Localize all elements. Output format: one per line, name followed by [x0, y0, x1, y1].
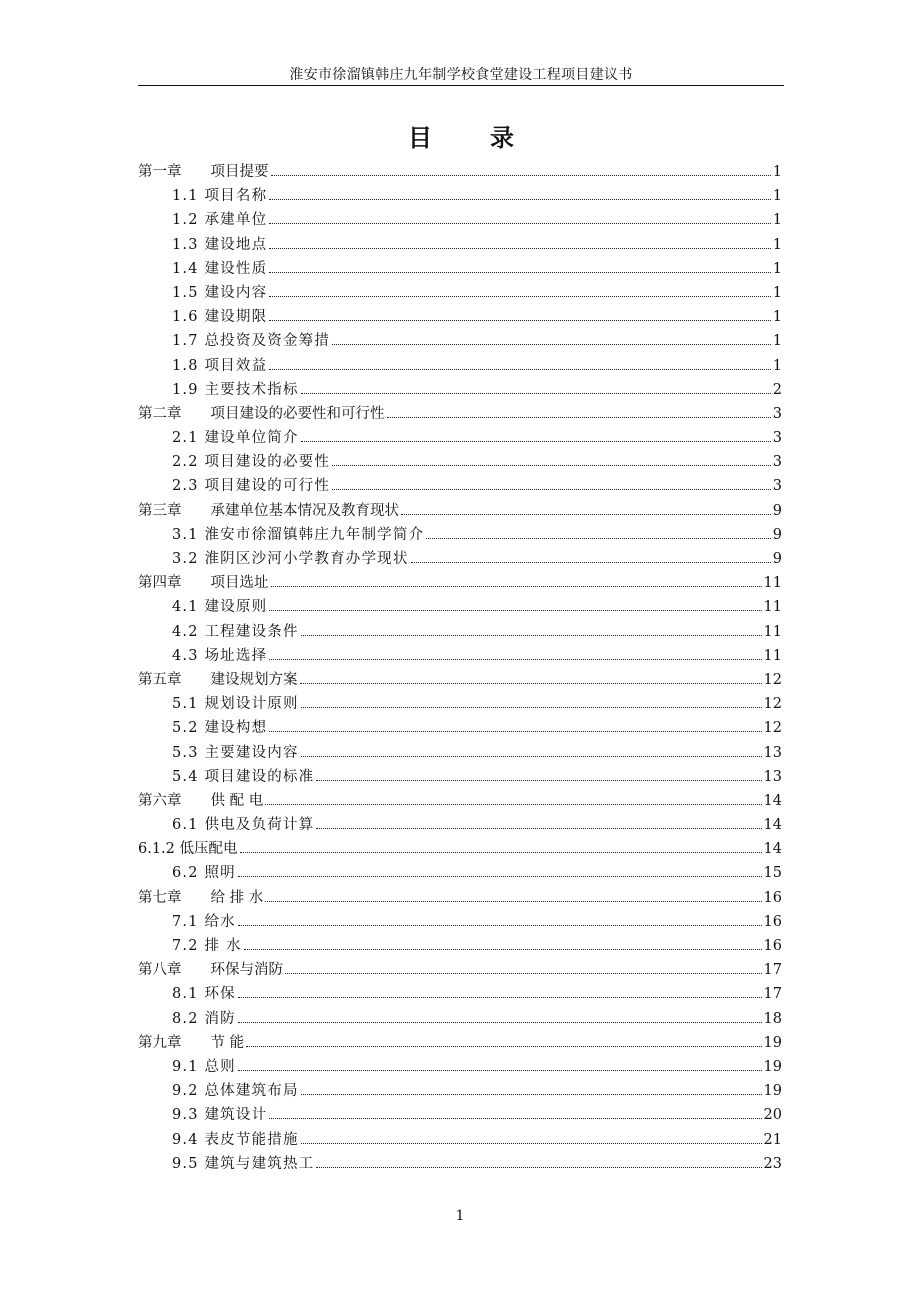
- toc-entry-title: 1.7 总投资及资金筹措: [172, 333, 331, 350]
- toc-entry-page: 16: [763, 938, 782, 954]
- toc-entry[interactable]: [138, 668, 782, 692]
- toc-entry-title: 8.2 消防: [172, 1010, 236, 1027]
- toc-dot-leader: [301, 707, 762, 708]
- toc-entry-title: 5.3 主要建设内容: [172, 744, 299, 761]
- toc-entry-title: 3.1 淮安市徐溜镇韩庄九年制学简介: [172, 526, 425, 543]
- toc-dot-leader: [269, 223, 770, 224]
- toc-entry-title: 7.1 给水: [172, 913, 236, 930]
- toc-entry[interactable]: [138, 934, 782, 958]
- running-header: 淮安市徐溜镇韩庄九年制学校食堂建设工程项目建议书: [289, 67, 633, 83]
- toc-dot-leader: [269, 296, 770, 297]
- toc-entry[interactable]: [138, 160, 782, 184]
- toc-entry[interactable]: [138, 208, 782, 232]
- toc-entry-page: 11: [763, 599, 782, 616]
- toc-entry-title: 1.8 项目效益: [172, 357, 268, 374]
- toc-entry[interactable]: [138, 184, 782, 208]
- toc-entry-title: 7.2 排 水: [172, 938, 242, 954]
- toc-entry-page: 19: [763, 1083, 782, 1100]
- toc-dot-leader: [265, 901, 761, 902]
- toc-entry[interactable]: [138, 571, 782, 595]
- toc-entry-page: 21: [763, 1131, 782, 1148]
- toc-entry-page: 20: [763, 1107, 782, 1124]
- toc-dot-leader: [285, 973, 762, 974]
- toc-dot-leader: [269, 610, 761, 611]
- toc-entry-title: 4.3 场址选择: [172, 647, 268, 664]
- toc-entry-page: 1: [772, 284, 782, 301]
- toc-dot-leader: [269, 248, 770, 249]
- toc-entry[interactable]: [138, 595, 782, 619]
- toc-entry-page: 18: [763, 1010, 782, 1027]
- toc-entry-page: 11: [763, 623, 782, 640]
- toc-entry-title: 第六章 供 配 电: [138, 792, 264, 809]
- toc-entry-title: 1.2 承建单位: [172, 212, 268, 229]
- toc-entry-title: 1.4 建设性质: [172, 260, 268, 277]
- toc-entry[interactable]: [138, 741, 782, 765]
- toc-dot-leader: [411, 562, 771, 563]
- toc-entry-title: 1.1 项目名称: [172, 188, 268, 205]
- toc-dot-leader: [301, 635, 762, 636]
- toc-entry[interactable]: [138, 861, 782, 885]
- toc-dot-leader: [301, 1094, 762, 1095]
- toc-entry[interactable]: [138, 305, 782, 329]
- toc-entry[interactable]: [138, 813, 782, 837]
- toc-entry-title: 8.1 环保: [172, 986, 236, 1003]
- toc-entry-page: 2: [772, 381, 782, 398]
- toc-entry[interactable]: [138, 1103, 782, 1127]
- toc-entry-page: 9: [772, 551, 782, 567]
- toc-entry-page: 1: [772, 212, 782, 229]
- toc-entry[interactable]: [138, 692, 782, 716]
- toc-dot-leader: [246, 1046, 761, 1047]
- toc-entry[interactable]: [138, 354, 782, 378]
- toc-heading: 目录: [408, 123, 572, 152]
- toc-dot-leader: [300, 683, 762, 684]
- toc-dot-leader: [244, 949, 762, 950]
- toc-dot-leader: [301, 441, 771, 442]
- toc-entry-title: 1.6 建设期限: [172, 309, 268, 326]
- toc-entry-page: 14: [763, 841, 782, 858]
- toc-entry-title: 9.2 总体建筑布局: [172, 1083, 299, 1100]
- toc-entry[interactable]: [138, 958, 782, 982]
- toc-entry[interactable]: [138, 1152, 782, 1176]
- toc-entry-title: 第三章 承建单位基本情况及教育现状: [138, 502, 399, 519]
- toc-dot-leader: [269, 659, 761, 660]
- toc-entry-title: 2.3 项目建设的可行性: [172, 478, 331, 495]
- toc-dot-leader: [265, 804, 761, 805]
- toc-entry-page: 15: [763, 865, 782, 882]
- toc-entry[interactable]: [138, 789, 782, 813]
- toc-dot-leader: [269, 272, 770, 273]
- toc-entry[interactable]: [138, 837, 782, 861]
- toc-dot-leader: [332, 465, 771, 466]
- toc-entry-title: 2.2 项目建设的必要性: [172, 454, 331, 471]
- toc-entry[interactable]: [138, 620, 782, 644]
- toc-dot-leader: [316, 828, 761, 829]
- toc-entry-title: 5.1 规划设计原则: [172, 696, 299, 713]
- toc-dot-leader: [401, 514, 771, 515]
- toc-entry[interactable]: [138, 523, 782, 547]
- toc-entry-title: 1.9 主要技术指标: [172, 381, 299, 398]
- table-of-contents: [138, 160, 782, 1176]
- toc-entry[interactable]: [138, 329, 782, 353]
- toc-entry-page: 1: [772, 236, 782, 253]
- toc-entry-title: 3.2 淮阴区沙河小学教育办学现状: [172, 551, 409, 567]
- toc-entry-page: 3: [772, 405, 782, 422]
- toc-entry-page: 11: [763, 647, 782, 664]
- toc-dot-leader: [426, 538, 770, 539]
- toc-entry-title: 6.2 照明: [172, 865, 236, 882]
- toc-entry[interactable]: [138, 499, 782, 523]
- toc-entry-title: 9.3 建筑设计: [172, 1107, 268, 1124]
- toc-entry[interactable]: [138, 716, 782, 740]
- page-number: 1: [455, 1208, 465, 1224]
- toc-dot-leader: [238, 1070, 762, 1071]
- toc-entry-title: 5.2 建设构想: [172, 720, 268, 737]
- toc-entry-title: 第九章 节 能: [138, 1034, 245, 1051]
- toc-entry-page: 1: [772, 309, 782, 326]
- toc-entry-page: 3: [772, 430, 782, 447]
- toc-entry-title: 1.3 建设地点: [172, 236, 268, 253]
- toc-entry-title: 9.4 表皮节能措施: [172, 1131, 299, 1148]
- toc-entry[interactable]: [138, 378, 782, 402]
- toc-entry-title: 第一章 项目提要: [138, 164, 269, 180]
- toc-entry-page: 16: [763, 889, 782, 906]
- toc-dot-leader: [387, 417, 771, 418]
- toc-entry-page: 1: [772, 188, 782, 205]
- toc-dot-leader: [271, 175, 771, 176]
- toc-entry[interactable]: [138, 1031, 782, 1055]
- toc-entry-title: 第四章 项目选址: [138, 575, 269, 592]
- toc-dot-leader: [269, 369, 770, 370]
- toc-dot-leader: [301, 1143, 762, 1144]
- toc-entry-title: 4.1 建设原则: [172, 599, 268, 616]
- toc-entry[interactable]: [138, 1055, 782, 1079]
- header-divider: [138, 85, 784, 86]
- toc-entry-page: 23: [763, 1155, 782, 1172]
- toc-entry[interactable]: [138, 1079, 782, 1103]
- toc-entry[interactable]: [138, 474, 782, 498]
- toc-entry-title: 9.1 总则: [172, 1058, 236, 1075]
- toc-dot-leader: [332, 344, 771, 345]
- toc-entry-page: 17: [763, 962, 782, 979]
- toc-dot-leader: [238, 876, 762, 877]
- toc-entry[interactable]: [138, 257, 782, 281]
- toc-entry-title: 5.4 项目建设的标准: [172, 768, 315, 785]
- toc-entry-title: 9.5 建筑与建筑热工: [172, 1155, 315, 1172]
- toc-entry[interactable]: [138, 1128, 782, 1152]
- toc-entry[interactable]: [138, 644, 782, 668]
- toc-entry-page: 1: [772, 164, 782, 180]
- toc-entry[interactable]: [138, 402, 782, 426]
- toc-dot-leader: [269, 1118, 761, 1119]
- toc-entry-page: 13: [763, 744, 782, 761]
- toc-dot-leader: [238, 997, 762, 998]
- toc-dot-leader: [316, 1167, 761, 1168]
- toc-dot-leader: [271, 586, 762, 587]
- toc-entry-title: 第七章 给 排 水: [138, 889, 264, 906]
- toc-entry-page: 19: [763, 1034, 782, 1051]
- toc-dot-leader: [332, 489, 771, 490]
- toc-dot-leader: [238, 1022, 762, 1023]
- toc-entry-page: 16: [763, 913, 782, 930]
- toc-entry-title: 第二章 项目建设的必要性和可行性: [138, 405, 385, 422]
- toc-entry-page: 3: [772, 454, 782, 471]
- toc-entry-title: 第八章 环保与消防: [138, 962, 283, 979]
- toc-entry[interactable]: [138, 1007, 782, 1031]
- toc-entry-page: 14: [763, 817, 782, 834]
- toc-entry-page: 12: [763, 671, 782, 688]
- toc-entry-page: 13: [763, 768, 782, 785]
- toc-entry-title: 第五章 建设规划方案: [138, 671, 298, 688]
- toc-entry-page: 1: [772, 333, 782, 350]
- toc-entry-page: 9: [772, 502, 782, 519]
- toc-entry-page: 12: [763, 696, 782, 713]
- toc-entry-title: 2.1 建设单位简介: [172, 430, 299, 447]
- toc-dot-leader: [301, 756, 762, 757]
- toc-dot-leader: [316, 780, 761, 781]
- toc-entry[interactable]: [138, 765, 782, 789]
- toc-entry-page: 11: [763, 575, 782, 592]
- toc-dot-leader: [269, 199, 770, 200]
- toc-entry[interactable]: [138, 281, 782, 305]
- toc-entry-page: 19: [763, 1058, 782, 1075]
- toc-entry-title: 4.2 工程建设条件: [172, 623, 299, 640]
- toc-entry-page: 17: [763, 986, 782, 1003]
- toc-entry-page: 1: [772, 260, 782, 277]
- toc-entry-title: 6.1.2 低压配电: [138, 841, 238, 858]
- toc-dot-leader: [238, 925, 762, 926]
- toc-entry-title: 6.1 供电及负荷计算: [172, 817, 315, 834]
- toc-entry[interactable]: [138, 233, 782, 257]
- toc-dot-leader: [240, 852, 762, 853]
- toc-entry-page: 12: [763, 720, 782, 737]
- toc-entry[interactable]: [138, 450, 782, 474]
- toc-entry[interactable]: [138, 910, 782, 934]
- toc-entry[interactable]: [138, 982, 782, 1006]
- toc-entry-page: 9: [772, 526, 782, 543]
- toc-entry-title: 1.5 建设内容: [172, 284, 268, 301]
- toc-entry-page: 14: [763, 792, 782, 809]
- toc-dot-leader: [301, 393, 771, 394]
- toc-dot-leader: [269, 320, 770, 321]
- toc-dot-leader: [269, 731, 761, 732]
- toc-entry-page: 3: [772, 478, 782, 495]
- toc-entry[interactable]: [138, 426, 782, 450]
- toc-entry[interactable]: [138, 547, 782, 571]
- toc-entry-page: 1: [772, 357, 782, 374]
- toc-entry[interactable]: [138, 886, 782, 910]
